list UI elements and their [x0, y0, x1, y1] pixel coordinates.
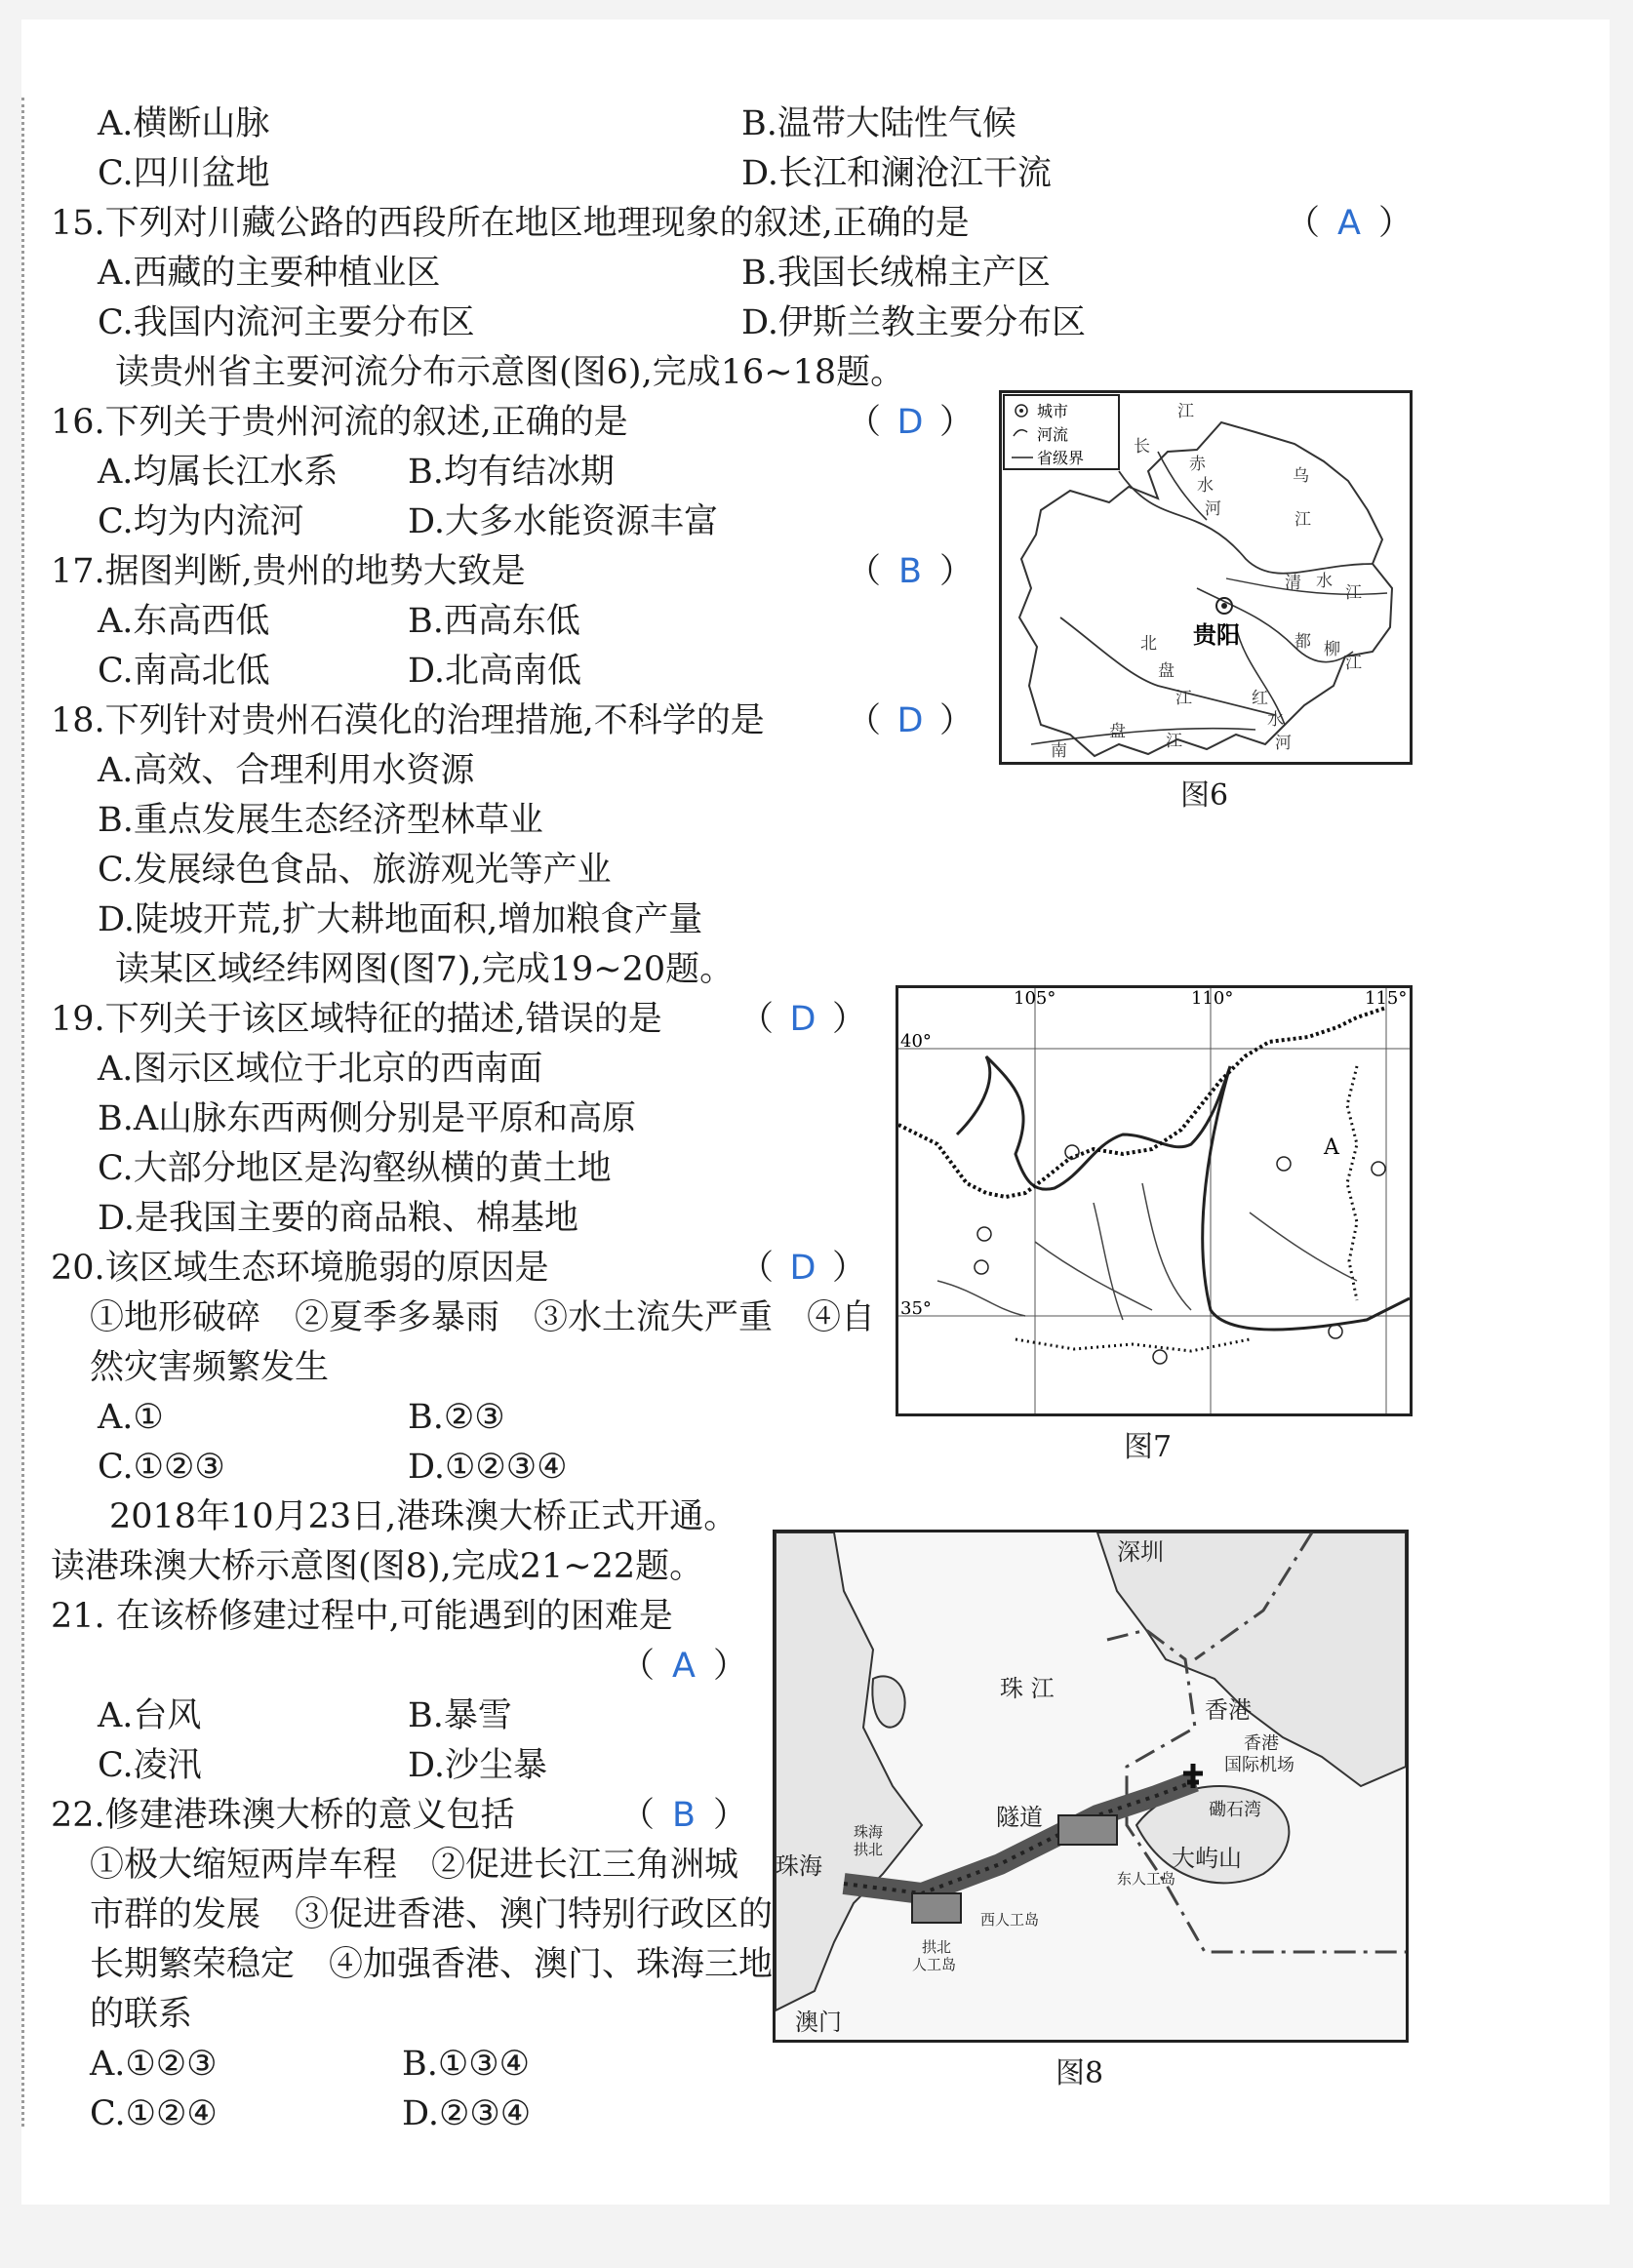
guiyang-label: 贵阳	[1193, 620, 1240, 649]
legend-river-label: 河流	[1037, 425, 1069, 444]
zhuhai-label: 珠海	[776, 1852, 822, 1880]
q18-option-a[interactable]: A.高效、合理利用水资源	[98, 751, 475, 790]
city-icon	[975, 1260, 988, 1274]
q18-stem: 18.下列针对贵州石漠化的治理措施,不科学的是	[51, 701, 765, 740]
river-char: 长	[1134, 437, 1150, 457]
q16-option-c[interactable]: C.均为内流河	[98, 502, 304, 541]
tributary-river	[1142, 1183, 1191, 1310]
q21-answer-bracket: （ A ）	[620, 1647, 748, 1686]
airport-label-1: 香港	[1244, 1733, 1279, 1754]
q17-option-c[interactable]: C.南高北低	[98, 652, 270, 691]
q22-statement-line2: 市群的发展 ③促进香港、澳门特别行政区的	[90, 1895, 774, 1934]
figure-8-caption: 图8	[1055, 2056, 1104, 2090]
river-char: 柳	[1324, 640, 1340, 659]
q15-option-b[interactable]: B.我国长绒棉主产区	[741, 254, 1051, 293]
q22-option-a[interactable]: A.①②③	[90, 2045, 218, 2084]
q16-answer-bracket: （ D ）	[847, 403, 975, 442]
q20-answer: D	[789, 1249, 816, 1288]
q21-stem: 21. 在该桥修建过程中,可能遇到的困难是	[51, 1597, 673, 1636]
figure-7-caption: 图7	[1124, 1430, 1173, 1464]
q17-option-d[interactable]: D.北高南低	[408, 652, 581, 691]
zhuhai-port-label-2: 拱北	[854, 1841, 884, 1858]
q20-option-b[interactable]: B.②③	[408, 1398, 505, 1437]
q20-statement-line2: 然灾害频繁发生	[90, 1348, 330, 1387]
q15-option-c[interactable]: C.我国内流河主要分布区	[98, 303, 475, 342]
q17-option-a[interactable]: A.东高西低	[98, 602, 270, 641]
river-char: 盘	[1109, 722, 1126, 741]
intro-fig8-line2: 读港珠澳大桥示意图(图8),完成21~22题。	[51, 1547, 704, 1586]
river-char: 乌	[1293, 466, 1309, 486]
q16-answer: D	[896, 403, 924, 442]
lon-115-label: 115°	[1365, 988, 1408, 1009]
q17-stem: 17.据图判断,贵州的地势大致是	[51, 552, 526, 591]
q19-option-c[interactable]: C.大部分地区是沟壑纵横的黄土地	[98, 1149, 612, 1188]
q20-option-d[interactable]: D.①②③④	[408, 1448, 568, 1487]
q14-option-d[interactable]: D.长江和澜沧江干流	[741, 154, 1052, 193]
macau-label: 澳门	[795, 2009, 842, 2036]
river-char: 赤	[1189, 455, 1206, 474]
q22-statement-line3: 长期繁荣稳定 ④加强香港、澳门、珠海三地	[90, 1945, 774, 1984]
q21-option-d[interactable]: D.沙尘暴	[408, 1746, 547, 1785]
river-char: 都	[1294, 632, 1311, 652]
gongbei-label-2: 人工岛	[912, 1956, 957, 1973]
q15-answer: A	[1337, 204, 1361, 243]
q19-option-a[interactable]: A.图示区域位于北京的西南面	[98, 1050, 543, 1089]
hongkong-label: 香港	[1205, 1696, 1252, 1724]
airport-label-2: 国际机场	[1224, 1755, 1294, 1775]
q19-option-d[interactable]: D.是我国主要的商品粮、棉基地	[98, 1199, 578, 1238]
river-char: 河	[1205, 499, 1221, 519]
legend-city-label: 城市	[1037, 402, 1069, 420]
q17-answer: B	[898, 552, 923, 591]
city-icon	[1329, 1325, 1342, 1338]
river-char: 南	[1051, 741, 1067, 761]
city-icon	[1372, 1162, 1385, 1175]
river-char: 江	[1345, 654, 1362, 673]
q22-option-d[interactable]: D.②③④	[402, 2094, 532, 2133]
qingshui-river	[1226, 578, 1387, 594]
q16-stem: 16.下列关于贵州河流的叙述,正确的是	[51, 403, 628, 442]
q22-answer: B	[672, 1796, 697, 1835]
q14-option-b[interactable]: B.温带大陆性气候	[741, 104, 1016, 143]
lat-35-label: 35°	[900, 1298, 932, 1319]
lon-110-label: 110°	[1191, 988, 1234, 1009]
west-artificial-island	[1058, 1815, 1117, 1845]
figure-7-graticule-map	[896, 985, 1413, 1416]
q15-stem: 15.下列对川藏公路的西段所在地区地理现象的叙述,正确的是	[51, 204, 970, 243]
city-markers	[975, 1145, 1385, 1364]
river-char: 水	[1197, 476, 1214, 496]
intro-fig6: 读贵州省主要河流分布示意图(图6),完成16~18题。	[115, 353, 905, 392]
q19-answer-bracket: （ D ）	[739, 1000, 867, 1039]
q22-statement-line4: 的联系	[90, 1995, 193, 2034]
shenzhen-label: 深圳	[1117, 1538, 1164, 1566]
river-char: 江	[1166, 732, 1182, 751]
west-island-label: 西人工岛	[980, 1911, 1040, 1929]
q18-option-d[interactable]: D.陡坡开荒,扩大耕地面积,增加粮食产量	[98, 900, 703, 939]
intro-fig7: 读某区域经纬网图(图7),完成19~20题。	[115, 950, 735, 989]
mountain-a-label: A	[1324, 1135, 1339, 1160]
river-char: 水	[1316, 572, 1333, 591]
q15-option-d[interactable]: D.伊斯兰教主要分布区	[741, 303, 1086, 342]
q17-answer-bracket: （ B ）	[847, 552, 975, 591]
city-icon	[1153, 1350, 1167, 1364]
gongbei-island	[912, 1893, 961, 1923]
q21-option-b[interactable]: B.暴雪	[408, 1696, 512, 1735]
tributary-river	[1094, 1203, 1123, 1320]
q16-option-b[interactable]: B.均有结冰期	[408, 453, 615, 492]
figure-8-hzm-bridge-map	[773, 1530, 1409, 2043]
legend-border-label: 省级界	[1037, 449, 1085, 467]
intro-fig8-line1: 2018年10月23日,港珠澳大桥正式开通。	[109, 1497, 738, 1536]
q18-option-c[interactable]: C.发展绿色食品、旅游观光等产业	[98, 851, 612, 890]
lantau-label: 大屿山	[1172, 1845, 1242, 1872]
river-char: 河	[1275, 734, 1292, 753]
figure-6-caption: 图6	[1180, 778, 1229, 813]
q22-option-b[interactable]: B.①③④	[402, 2045, 530, 2084]
tributary-river	[1035, 1242, 1152, 1310]
q15-option-a[interactable]: A.西藏的主要种植业区	[98, 254, 441, 293]
q18-option-b[interactable]: B.重点发展生态经济型林草业	[98, 801, 543, 840]
binding-margin-dots	[21, 98, 24, 2127]
river-char: 北	[1140, 634, 1157, 654]
q19-stem: 19.下列关于该区域特征的描述,错误的是	[51, 1000, 662, 1039]
q20-statement-line1: ①地形破碎 ②夏季多暴雨 ③水土流失严重 ④自	[90, 1298, 876, 1337]
city-icon	[977, 1227, 991, 1241]
q21-option-c[interactable]: C.凌汛	[98, 1746, 202, 1785]
lat-40-label: 40°	[900, 1031, 932, 1052]
river-char: 江	[1175, 689, 1192, 708]
q19-answer: D	[789, 1000, 816, 1039]
tributary-river	[937, 1281, 1025, 1316]
city-icon	[1277, 1157, 1291, 1171]
qinling-mountains	[1016, 1339, 1250, 1351]
lon-105-label: 105°	[1014, 988, 1056, 1009]
q22-stem: 22.修建港珠澳大桥的意义包括	[51, 1796, 515, 1835]
zhujiang-label: 珠 江	[1000, 1675, 1055, 1702]
q20-answer-bracket: （ D ）	[739, 1249, 867, 1288]
q20-option-c[interactable]: C.①②③	[98, 1448, 225, 1487]
wu-river	[1119, 471, 1373, 574]
island	[872, 1676, 904, 1727]
q21-option-a[interactable]: A.台风	[98, 1696, 202, 1735]
chek-lap-kok-label: 磡石湾	[1209, 1800, 1261, 1820]
taihang-mountains	[1347, 1066, 1357, 1300]
west-coast-land	[776, 1532, 922, 2010]
q14-option-a[interactable]: A.横断山脉	[98, 104, 270, 143]
great-wall	[898, 1008, 1386, 1197]
river-char: 水	[1267, 710, 1284, 730]
q16-option-d[interactable]: D.大多水能资源丰富	[408, 502, 718, 541]
q17-option-b[interactable]: B.西高东低	[408, 602, 580, 641]
figure-6-guizhou-map	[999, 390, 1413, 765]
q14-option-c[interactable]: C.四川盆地	[98, 154, 270, 193]
zhuhai-port-label-1: 珠海	[854, 1823, 884, 1841]
q22-statement-line1: ①极大缩短两岸车程 ②促进长江三角洲城	[90, 1846, 739, 1885]
q20-option-a[interactable]: A.①	[98, 1398, 164, 1437]
province-border	[1019, 422, 1392, 756]
figure-7-svg	[898, 988, 1410, 1413]
gongbei-label-1: 拱北	[922, 1938, 952, 1956]
q21-answer: A	[672, 1647, 696, 1686]
q22-answer-bracket: （ B ）	[620, 1796, 748, 1835]
figure-8-svg	[776, 1532, 1406, 2040]
q22-option-c[interactable]: C.①②④	[90, 2094, 218, 2133]
east-island-label: 东人工岛	[1117, 1870, 1176, 1888]
river-char: 盘	[1158, 661, 1175, 681]
q18-answer: D	[896, 701, 924, 740]
q20-stem: 20.该区域生态环境脆弱的原因是	[51, 1249, 549, 1288]
river-char: 江	[1177, 402, 1194, 421]
q18-answer-bracket: （ D ）	[847, 701, 975, 740]
river-char: 江	[1345, 583, 1362, 603]
tributary-river	[1250, 1213, 1357, 1281]
river-char: 江	[1294, 510, 1311, 530]
q19-option-b[interactable]: B.A山脉东西两侧分别是平原和高原	[98, 1099, 637, 1138]
q16-option-a[interactable]: A.均属长江水系	[98, 453, 339, 492]
q15-answer-bracket: （ A ）	[1286, 204, 1414, 243]
tunnel-label: 隧道	[996, 1804, 1043, 1831]
figure-6-svg	[1002, 393, 1410, 762]
river-char: 清	[1285, 574, 1301, 593]
river-char: 红	[1252, 689, 1268, 708]
